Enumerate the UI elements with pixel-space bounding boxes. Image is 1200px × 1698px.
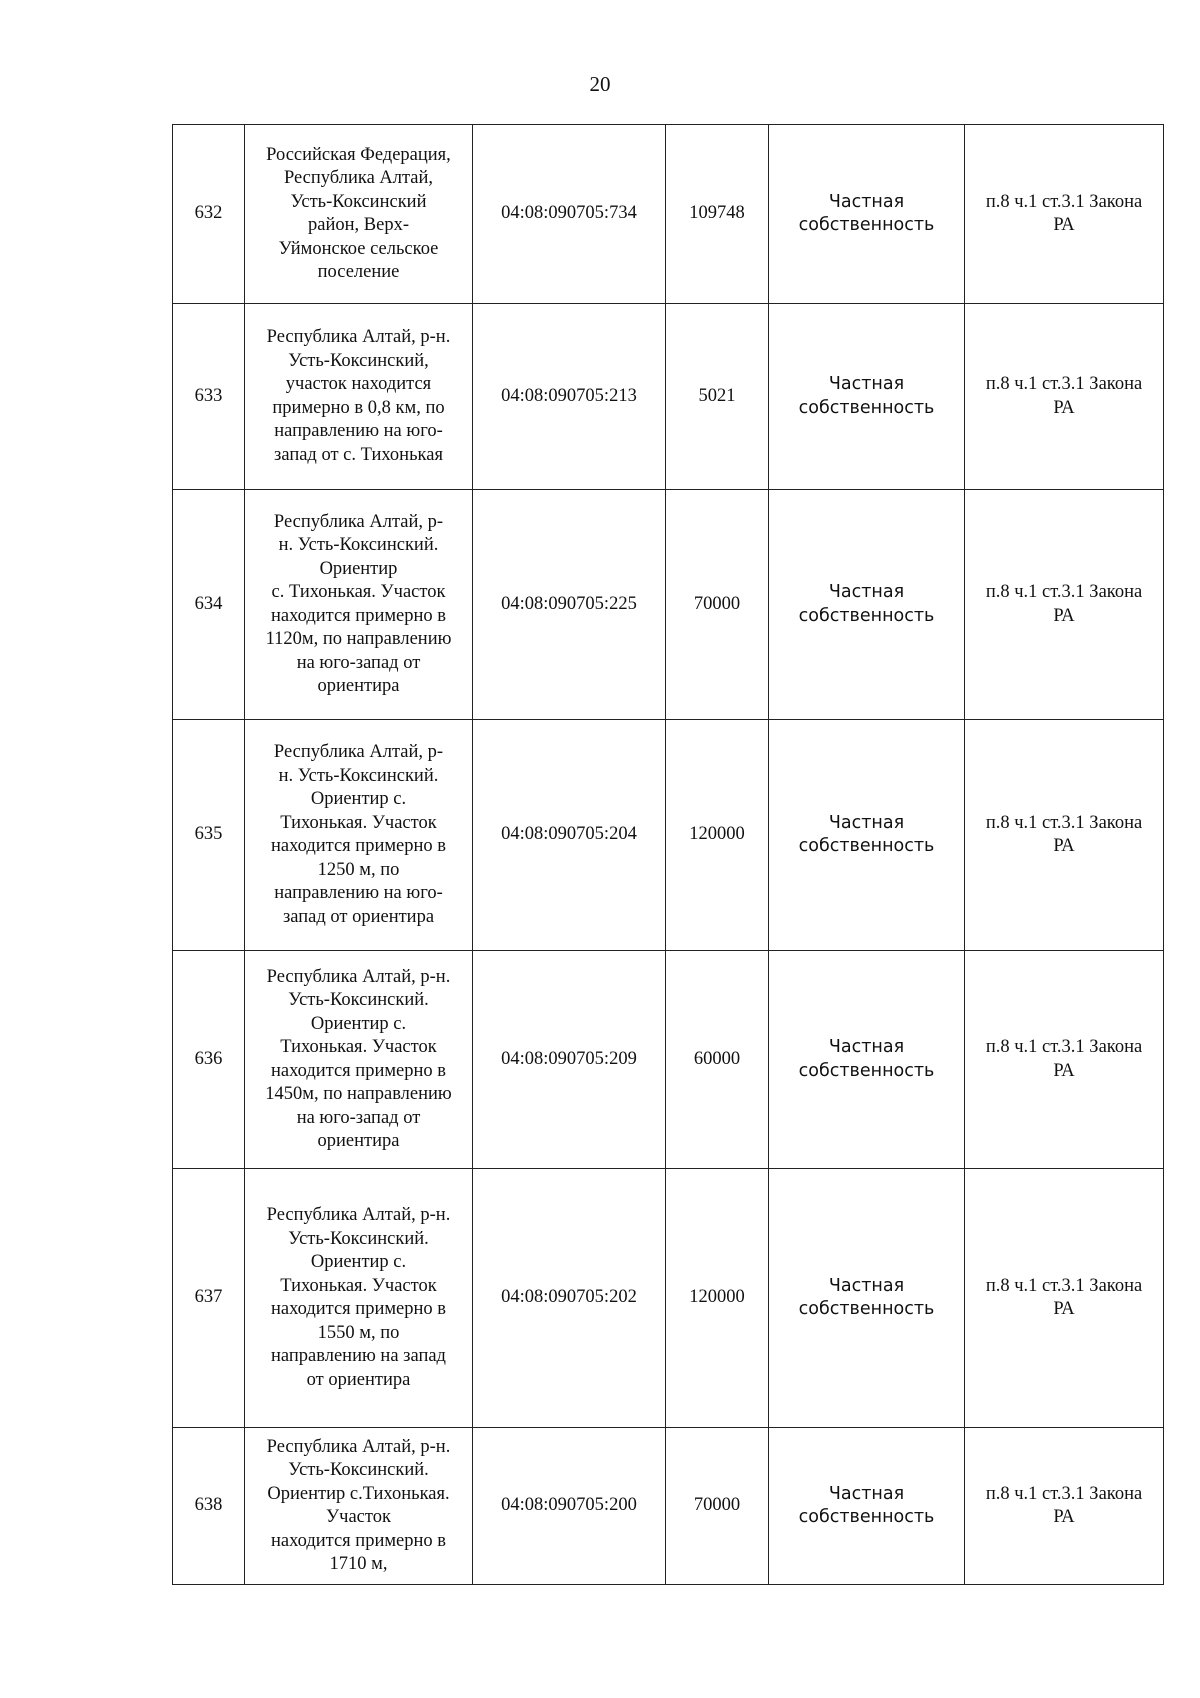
address-cell: Республика Алтай, р-н. Усть-Коксинский, участок находится примерно в 0,8 км, по направлению на юго- запад от с. Тихонькая	[245, 304, 473, 490]
address-cell: Республика Алтай, р-н. Усть-Коксинский. Ориентир с. Тихонькая. Участок находится примерно в 1450м, по направлению на юго-запад от ориентира	[245, 951, 473, 1169]
address-cell: Российская Федерация, Республика Алтай, Усть-Коксинский район, Верх- Уймонское сельское поселение	[245, 125, 473, 304]
area-cell: 60000	[666, 951, 769, 1169]
cadastral-number-cell: 04:08:090705:225	[473, 490, 666, 720]
ownership-cell: Частная собственность	[769, 1169, 965, 1428]
cadastral-number-cell: 04:08:090705:204	[473, 720, 666, 951]
cadastral-number-cell: 04:08:090705:213	[473, 304, 666, 490]
row-number: 638	[173, 1428, 245, 1585]
address-cell: Республика Алтай, р- н. Усть-Коксинский. Ориентир с. Тихонькая. Участок находится примерно в 1120м, по направлению на юго-запад от ориентира	[245, 490, 473, 720]
legal-basis-cell: п.8 ч.1 ст.3.1 Закона РА	[965, 304, 1164, 490]
row-number: 636	[173, 951, 245, 1169]
area-cell: 109748	[666, 125, 769, 304]
table-row	[173, 1169, 1164, 1428]
row-number: 637	[173, 1169, 245, 1428]
table-row	[173, 1428, 1164, 1585]
legal-basis-cell: п.8 ч.1 ст.3.1 Закона РА	[965, 490, 1164, 720]
legal-basis-cell: п.8 ч.1 ст.3.1 Закона РА	[965, 1169, 1164, 1428]
legal-basis-cell: п.8 ч.1 ст.3.1 Закона РА	[965, 951, 1164, 1169]
ownership-cell: Частная собственность	[769, 951, 965, 1169]
area-cell: 120000	[666, 1169, 769, 1428]
table-row	[173, 720, 1164, 951]
cadastral-number-cell: 04:08:090705:202	[473, 1169, 666, 1428]
ownership-cell: Частная собственность	[769, 304, 965, 490]
area-cell: 70000	[666, 490, 769, 720]
row-number: 632	[173, 125, 245, 304]
ownership-cell: Частная собственность	[769, 125, 965, 304]
table-row	[173, 951, 1164, 1169]
table-row	[173, 490, 1164, 720]
table-row	[173, 125, 1164, 304]
cadastral-number-cell: 04:08:090705:200	[473, 1428, 666, 1585]
address-cell: Республика Алтай, р-н. Усть-Коксинский. Ориентир с. Тихонькая. Участок находится примерно в 1550 м, по направлению на запад от ориентира	[245, 1169, 473, 1428]
area-cell: 70000	[666, 1428, 769, 1585]
cadastral-number-cell: 04:08:090705:734	[473, 125, 666, 304]
legal-basis-cell: п.8 ч.1 ст.3.1 Закона РА	[965, 720, 1164, 951]
area-cell: 5021	[666, 304, 769, 490]
ownership-cell: Частная собственность	[769, 720, 965, 951]
ownership-cell: Частная собственность	[769, 1428, 965, 1585]
legal-basis-cell: п.8 ч.1 ст.3.1 Закона РА	[965, 1428, 1164, 1585]
address-cell: Республика Алтай, р- н. Усть-Коксинский. Ориентир с. Тихонькая. Участок находится примерно в 1250 м, по направлению на юго- запад от ориентира	[245, 720, 473, 951]
area-cell: 120000	[666, 720, 769, 951]
row-number: 633	[173, 304, 245, 490]
ownership-cell: Частная собственность	[769, 490, 965, 720]
legal-basis-cell: п.8 ч.1 ст.3.1 Закона РА	[965, 125, 1164, 304]
cadastral-number-cell: 04:08:090705:209	[473, 951, 666, 1169]
address-cell: Республика Алтай, р-н. Усть-Коксинский. Ориентир с.Тихонькая. Участок находится примерно в 1710 м,	[245, 1428, 473, 1585]
table-row	[173, 304, 1164, 490]
row-number: 635	[173, 720, 245, 951]
land-registry-table	[172, 124, 1164, 1585]
row-number: 634	[173, 490, 245, 720]
page-number: 20	[589, 72, 611, 96]
